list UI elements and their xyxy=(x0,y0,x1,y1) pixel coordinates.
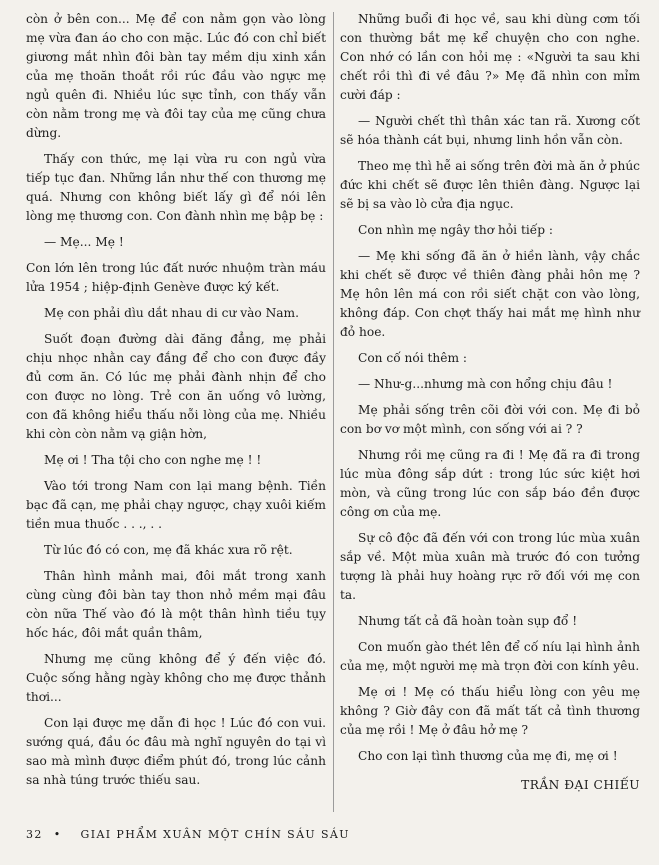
paragraph: Thân hình mảnh mai, đôi mắt trong xanh cùng cùng đôi bàn tay thon nhỏ mềm mại đâu còn nữa Thế vào đó là một thân hình tiều tụy hốc hác, đôi mắt quần thâm, xyxy=(26,569,326,640)
column-divider xyxy=(333,12,334,812)
paragraph: Nhưng mẹ cũng không để ý đến việc đó. Cuộc sống hằng ngày không cho mẹ được thảnh thơi... xyxy=(26,652,326,704)
publication-title: GIAI PHẨM XUÂN MỘT CHÍN SÁU SÁU xyxy=(80,828,350,841)
paragraph: Sự cô độc đã đến với con trong lúc mùa xuân sắp về. Một mùa xuân mà trước đó con tưởng tượng là phải huy hoàng rực rỡ đối với mẹ con ta. xyxy=(340,531,640,602)
bullet-icon: • xyxy=(53,828,62,841)
author-signature: TRẦN ĐẠI CHIẾU xyxy=(521,778,640,792)
paragraph: Cho con lại tình thương của mẹ đi, mẹ ơi ! xyxy=(358,749,618,763)
paragraph: Thấy con thức, mẹ lại vừa ru con ngủ vừa tiếp tục đan. Những lần như thế con thương mẹ quá. Nhưng con không biết lấy gì để nói lên lòng mẹ thương con. Con đành nhìn mẹ bập bẹ : xyxy=(26,152,326,223)
paragraph: — Mẹ... Mẹ ! xyxy=(44,235,124,249)
paragraph: Con muốn gào thét lên để cố níu lại hình ảnh của mẹ, một người mẹ mà trọn đời con kính yêu. xyxy=(340,640,640,673)
page-footer xyxy=(26,828,626,841)
paragraph: Mẹ con phải dìu dắt nhau di cư vào Nam. xyxy=(44,306,299,320)
paragraph: — Người chết thì thân xác tan rã. Xương cốt sẽ hóa thành cát bụi, nhưng linh hồn vẫn còn. xyxy=(340,114,640,147)
page-number: 32 xyxy=(26,828,43,841)
paragraph: Vào tới trong Nam con lại mang bệnh. Tiền bạc đã cạn, mẹ phải chạy ngược, chạy xuôi kiếm tiền mua thuốc . . ., . . xyxy=(26,479,326,531)
paragraph: Nhưng rồi mẹ cũng ra đi ! Mẹ đã ra đi trong lúc mùa đông sắp dứt : trong lúc sức kiệt hơi mòn, và cũng trong lúc con sắp báo đền được công ơn của mẹ. xyxy=(340,448,640,519)
paragraph: Con lại được mẹ dẫn đi học ! Lúc đó con vui. sướng quá, đầu óc đâu mà nghĩ nguyên do tại vì sao mà mình được điểm phút đó, trong lúc cảnh sa nhà túng trước thiếu sau. xyxy=(26,716,326,787)
paragraph: Suốt đoạn đường dài đăng đẳng, mẹ phải chịu nhọc nhằn cay đắng để cho con được đầy đủ cơm ăn. Có lúc mẹ phải đành nhịn để cho con được no lòng. Trẻ con ăn uống vô lường, con đã không hiểu thấu nỗi lòng của mẹ. Nhiều khi còn còn nằm vạ giận hờn, xyxy=(26,332,326,441)
left-column xyxy=(26,10,326,797)
paragraph: còn ở bên con... Mẹ để con nằm gọn vào lòng mẹ vừa đan áo cho con mặc. Lúc đó con chỉ biết giương mắt nhìn đôi bàn tay mềm dịu xinh xắn của mẹ thoăn thoắt rồi rúc đầu vào ngực mẹ ngủ quên đi. Nhiều lúc sực tỉnh, con thấy vẫn còn nằm trong mẹ và đôi tay của mẹ cũng chưa dừng. xyxy=(26,12,326,140)
paragraph: Mẹ ơi ! Mẹ có thấu hiểu lòng con yêu mẹ không ? Giờ đây con đã mất tất cả tình thương của mẹ rồi ! Mẹ ở đâu hở mẹ ? xyxy=(340,685,640,737)
paragraph: Con lớn lên trong lúc đất nước nhuộm tràn máu lửa 1954 ; hiệp-định Genève được ký kết. xyxy=(26,261,326,294)
paragraph: Con cố nói thêm : xyxy=(358,351,467,365)
paragraph: Theo mẹ thì hễ ai sống trên đời mà ăn ở phúc đức khi chết sẽ được lên thiên đàng. Ngược lại sẽ bị sa vào lò cửa địa ngục. xyxy=(340,159,640,211)
paragraph: Con nhìn mẹ ngây thơ hỏi tiếp : xyxy=(358,223,554,237)
right-column xyxy=(340,10,640,802)
paragraph: Từ lúc đó có con, mẹ đã khác xưa rõ rệt. xyxy=(44,543,293,557)
paragraph: Mẹ phải sống trên cõi đời với con. Mẹ đi bỏ con bơ vơ một mình, con sống với ai ? ? xyxy=(340,403,640,436)
paragraph: — Mẹ khi sống đã ăn ở hiền lành, vậy chắc khi chết sẽ được về thiên đàng phải hôn mẹ ? Mẹ hôn lên má con rồi siết chặt con vào lòng, không đáp. Con chợt thấy hai mắt mẹ hình như đỏ hoe. xyxy=(340,249,640,339)
paragraph: Mẹ ơi ! Tha tội cho con nghe mẹ ! ! xyxy=(44,453,262,467)
paragraph: Nhưng tất cả đã hoàn toàn sụp đổ ! xyxy=(358,614,578,628)
paragraph: — Như-g...nhưng mà con hổng chịu đâu ! xyxy=(358,377,613,391)
paragraph: Những buổi đi học về, sau khi dùng cơm tối con thường bắt mẹ kể chuyện cho con nghe. Con nhớ có lần con hỏi mẹ : «Người ta sau khi chết rồi thì đi về đâu ?» Mẹ đã nhìn con mỉm cười đáp : xyxy=(340,12,640,102)
